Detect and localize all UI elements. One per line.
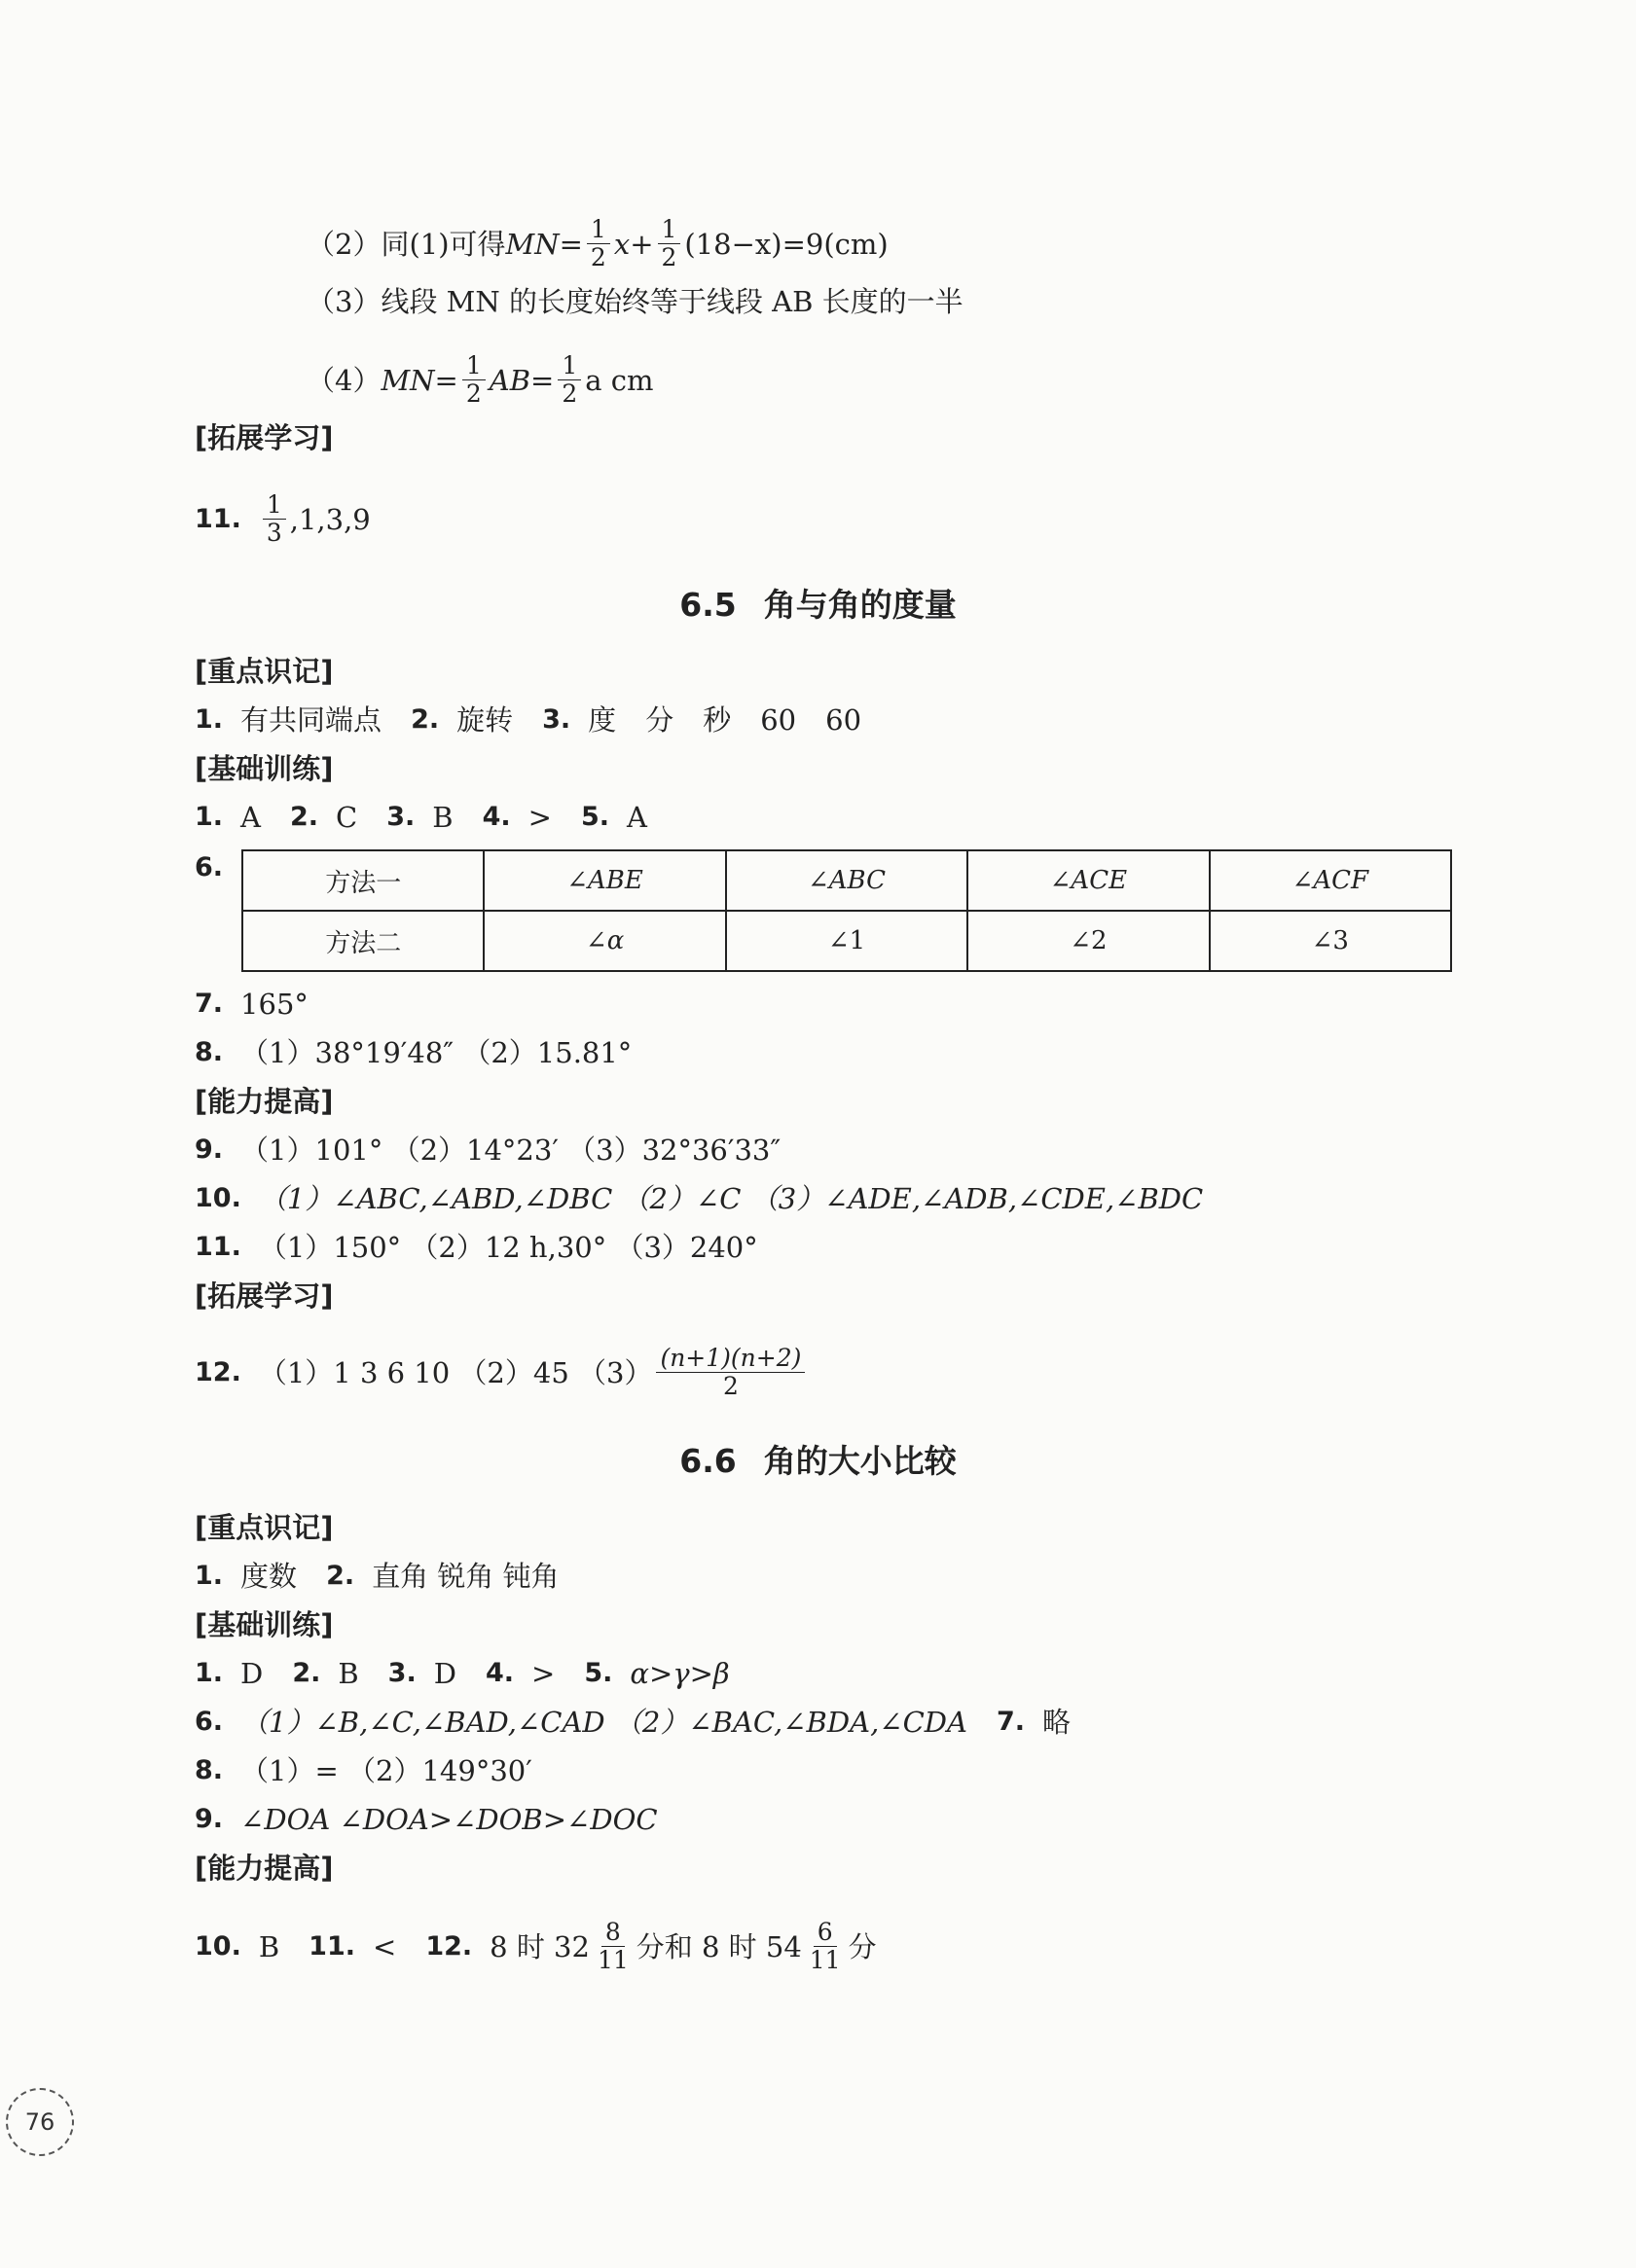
answer: （1）150° （2）12 h,30° （3）240° <box>258 1231 758 1264</box>
section-heading: [基础训练] <box>195 1608 334 1641</box>
answer: 有共同端点 <box>240 703 382 737</box>
answer: 165° <box>240 988 309 1021</box>
question-number: 1. <box>195 1658 224 1688</box>
question-number: 5. <box>580 802 610 832</box>
table-cell: 方法二 <box>242 911 484 971</box>
answer: D <box>240 1657 264 1690</box>
numerator: 1 <box>462 352 486 380</box>
table-cell: ∠2 <box>967 911 1209 971</box>
eq: = <box>559 227 583 261</box>
answer: ,1,3,9 <box>289 502 371 536</box>
section-heading: [重点识记] <box>195 655 334 688</box>
denominator: 2 <box>590 243 606 271</box>
question-number: 2. <box>292 1658 321 1688</box>
answer: 直角 锐角 钝角 <box>372 1560 560 1593</box>
answer: D <box>433 1657 456 1690</box>
var-x: x <box>613 227 631 261</box>
numerator: 1 <box>558 352 581 380</box>
section-heading: [基础训练] <box>195 752 334 785</box>
section-number: 6.5 <box>679 586 737 624</box>
question-number: 3. <box>386 802 416 832</box>
question-7 <box>195 985 309 1024</box>
answer: > <box>531 1657 556 1690</box>
table-cell: ∠3 <box>1210 911 1451 971</box>
question-number: 9. <box>195 1804 224 1834</box>
section-heading: [能力提高] <box>195 1085 334 1118</box>
answer: B <box>258 1929 280 1963</box>
numerator: (n+1)(n+2) <box>656 1345 805 1373</box>
fraction <box>558 352 581 408</box>
answer: 略 <box>1042 1706 1072 1739</box>
label: （4） <box>307 363 382 397</box>
answer-part: 8 时 32 <box>490 1929 590 1963</box>
table-cell: ∠1 <box>726 911 967 971</box>
question-10 <box>195 1919 877 1974</box>
section-heading: [重点识记] <box>195 1511 334 1544</box>
answer: 分 <box>645 703 674 737</box>
denominator: 2 <box>465 379 482 408</box>
question-number: 11. <box>195 503 241 534</box>
question-11 <box>195 491 371 547</box>
question-number: 1. <box>195 704 224 735</box>
table-row <box>242 911 1451 971</box>
numerator: 1 <box>263 491 286 520</box>
table-cell: ∠ACE <box>967 850 1209 911</box>
question-9 <box>195 1131 781 1170</box>
question-number: 9. <box>195 1134 224 1165</box>
question-12 <box>195 1345 809 1400</box>
fraction <box>806 1919 845 1974</box>
question-number: 11. <box>309 1930 355 1962</box>
var-mn: MN <box>381 363 435 397</box>
question-9 <box>195 1800 658 1839</box>
var-mn: MN <box>505 227 560 261</box>
denominator: 2 <box>722 1372 739 1400</box>
fraction <box>656 1345 805 1400</box>
denominator: 2 <box>661 243 677 271</box>
question-number: 10. <box>195 1183 241 1213</box>
denominator: 2 <box>562 379 578 408</box>
answer: 度 <box>588 703 617 737</box>
fraction <box>658 216 681 271</box>
fraction <box>462 352 486 408</box>
answer-row <box>195 701 861 739</box>
answer: 60 <box>825 703 862 737</box>
fraction <box>263 491 286 547</box>
answer-row <box>195 1654 730 1693</box>
answer: （1）101° （2）14°23′ （3）32°36′33″ <box>240 1134 782 1167</box>
table-cell: ∠ABE <box>484 850 725 911</box>
question-number: 3. <box>387 1658 417 1688</box>
numerator: 6 <box>814 1919 837 1947</box>
section-heading: [拓展学习] <box>195 1279 334 1313</box>
answer: （1）1 3 6 10 （2）45 （3） <box>258 1355 653 1389</box>
numerator: 1 <box>587 216 610 244</box>
answer: B <box>338 1657 359 1690</box>
question-number: 7. <box>195 989 224 1019</box>
answer: （1）38°19′48″ （2）15.81° <box>240 1036 633 1069</box>
denominator: 11 <box>809 1946 841 1974</box>
answer: 旋转 <box>456 703 514 737</box>
section-title-6-6 <box>0 1436 1636 1482</box>
answer: A <box>240 801 261 834</box>
answer-row <box>195 798 647 837</box>
section-title-6-5 <box>0 580 1636 626</box>
label: （2）同(1)可得 <box>307 227 506 261</box>
answer: A <box>627 801 647 834</box>
answer: ∠DOA ∠DOA>∠DOB>∠DOC <box>240 1803 658 1836</box>
question-number: 11. <box>195 1232 241 1262</box>
fraction <box>587 216 610 271</box>
question-number: 5. <box>584 1658 613 1688</box>
eq: = <box>434 363 458 397</box>
rest: (18−x)=9(cm) <box>684 227 889 261</box>
denominator: 11 <box>597 1946 629 1974</box>
question-8 <box>195 1033 632 1072</box>
question-number: 8. <box>195 1755 224 1785</box>
answer-row <box>195 1557 560 1596</box>
section-number: 6.6 <box>679 1442 737 1480</box>
answer: （1）∠ABC,∠ABD,∠DBC （2）∠C （3）∠ADE,∠ADB,∠CDE,∠BDC <box>258 1182 1204 1215</box>
answer: > <box>527 801 552 834</box>
section-heading: [能力提高] <box>195 1852 334 1885</box>
answer: < <box>373 1929 397 1963</box>
answer: （1）∠B,∠C,∠BAD,∠CAD （2）∠BAC,∠BDA,∠CDA <box>240 1706 967 1739</box>
question-11 <box>195 1228 758 1267</box>
answer-part: 分和 8 时 54 <box>636 1929 802 1963</box>
question-number: 1. <box>195 1561 224 1591</box>
table-cell: 方法一 <box>242 850 484 911</box>
question-number: 10. <box>195 1930 241 1962</box>
table-cell: ∠ABC <box>726 850 967 911</box>
question-number: 4. <box>485 1658 515 1688</box>
var-ab: AB <box>489 363 531 397</box>
rest: a cm <box>585 363 654 397</box>
answer-table <box>241 849 1452 972</box>
numerator: 1 <box>658 216 681 244</box>
answer-line-3: （3）线段 MN 的长度始终等于线段 AB 长度的一半 <box>307 285 963 318</box>
answer-line-4 <box>307 352 653 408</box>
answer-line-2 <box>307 216 889 271</box>
question-number: 12. <box>425 1930 473 1962</box>
question-number: 3. <box>542 704 571 735</box>
answer: 秒 <box>703 703 732 737</box>
question-number: 1. <box>195 802 224 832</box>
question-number: 6. <box>195 852 224 882</box>
question-number: 2. <box>411 704 440 735</box>
answer: C <box>336 801 358 834</box>
question-8 <box>195 1751 532 1790</box>
question-number: 2. <box>290 802 319 832</box>
fraction <box>594 1919 633 1974</box>
answer: α>γ>β <box>630 1657 730 1690</box>
answer: 度数 <box>240 1560 298 1593</box>
numerator: 8 <box>601 1919 625 1947</box>
table-row <box>242 850 1451 911</box>
question-number: 12. <box>195 1356 241 1387</box>
question-number: 8. <box>195 1037 224 1067</box>
section-text: 角的大小比较 <box>763 1442 957 1480</box>
question-10 <box>195 1179 1203 1218</box>
question-number: 4. <box>482 802 511 832</box>
eq: = <box>530 363 555 397</box>
answer: （1）= （2）149°30′ <box>240 1754 532 1787</box>
question-number: 2. <box>326 1561 355 1591</box>
section-text: 角与角的度量 <box>763 586 957 624</box>
question-number: 6. <box>195 1707 224 1737</box>
answer-part: 分 <box>848 1929 877 1963</box>
table-cell: ∠ACF <box>1210 850 1451 911</box>
plus: + <box>630 227 654 261</box>
question-6 <box>195 1703 1071 1742</box>
question-number: 7. <box>996 1707 1026 1737</box>
question-6 <box>195 848 240 887</box>
answer: 60 <box>760 703 797 737</box>
section-heading: [拓展学习] <box>195 421 334 454</box>
answer: B <box>432 801 454 834</box>
table-cell: ∠α <box>484 911 725 971</box>
denominator: 3 <box>266 519 282 547</box>
page-number: 76 <box>6 2088 74 2156</box>
